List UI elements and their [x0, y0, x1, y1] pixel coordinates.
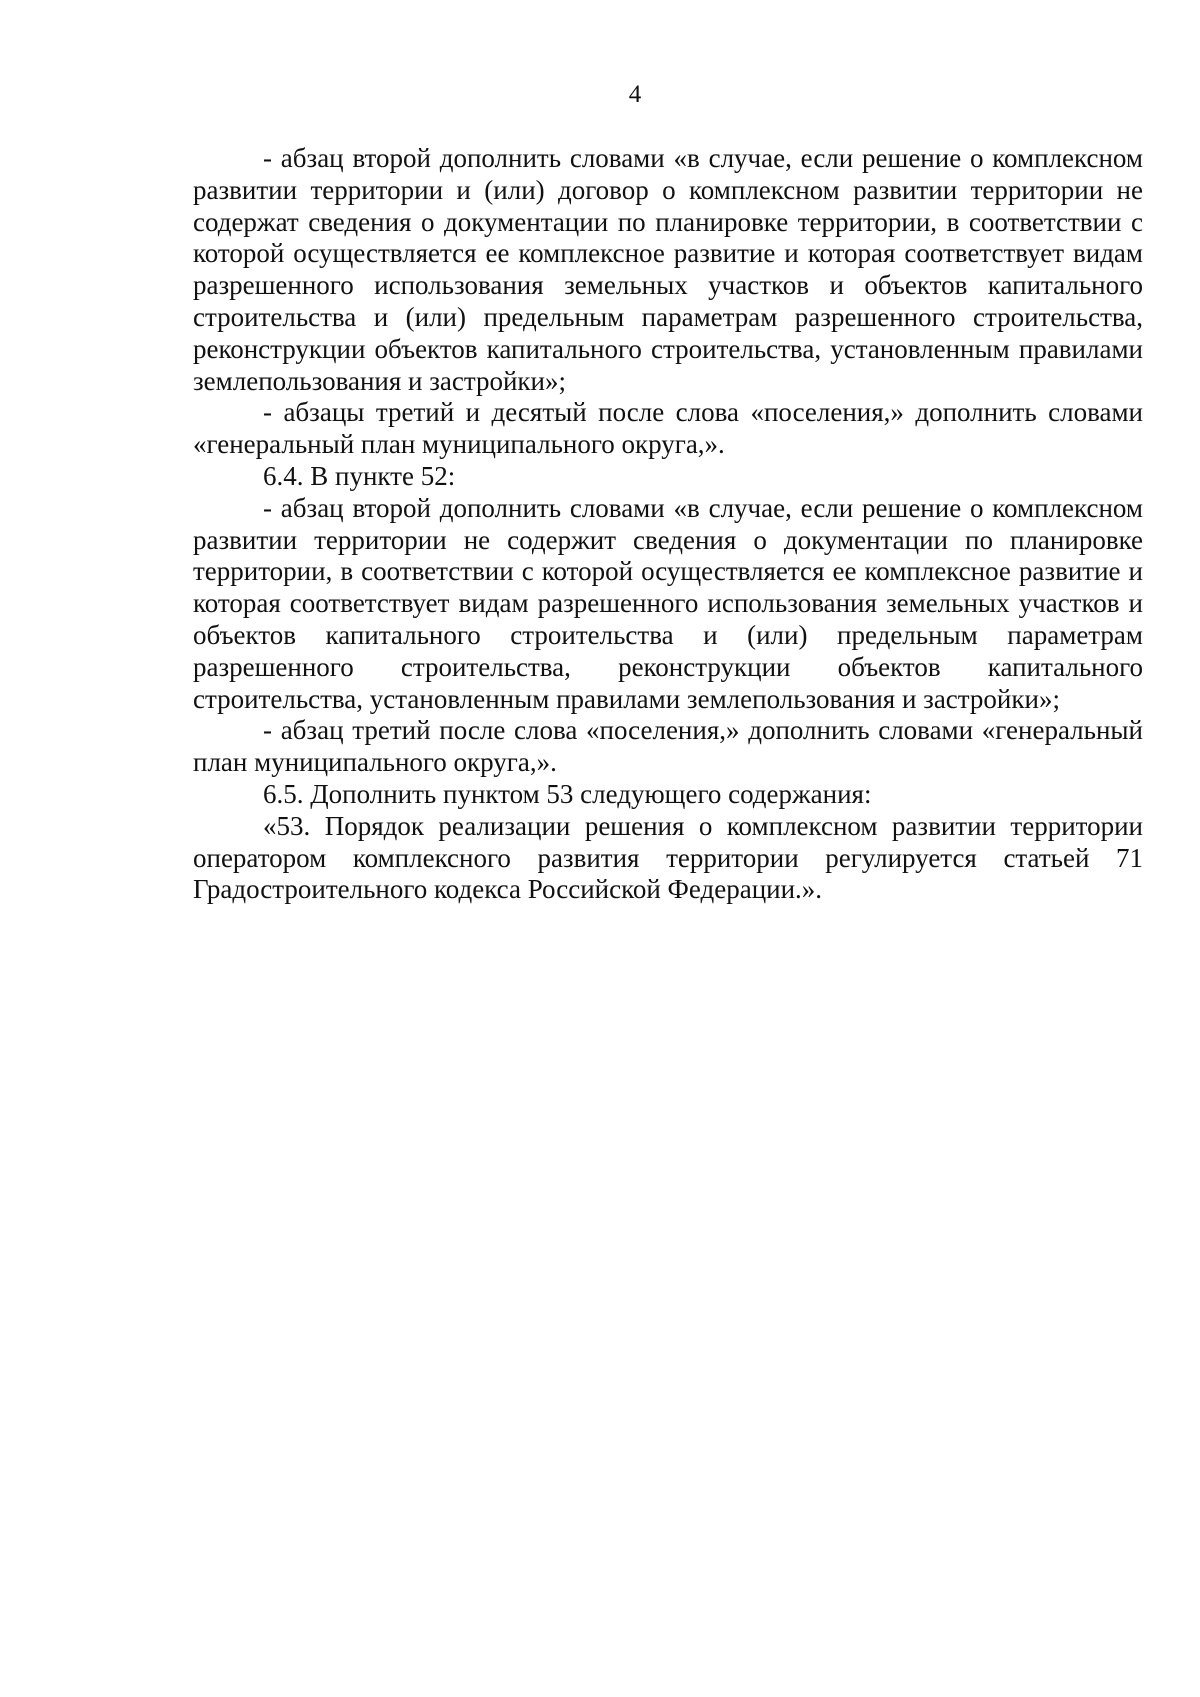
paragraph-section-6-4-heading: 6.4. В пункте 52:: [263, 460, 456, 491]
paragraph-section-6-4-item-3: - абзац третий после слова «поселения,» дополнить словами «генеральный план муниципального округа,».: [193, 715, 1143, 778]
paragraph-amendment-item-2-text: - абзац второй дополнить словами «в случае, если решение о комплексном развитии территории и (или) договор о комплексном развитии территории не содержат сведения о документации по планировке территории, в соответствии с которой осуществляется ее комплексное развитие и которая соответствует видам разрешенного использования земельных участков и объектов капитального строительства и (или) предельным параметрам разрешенного строительства, реконструкции объектов капитального строительства, установленным правилами землепользования и застройки»;: [193, 143, 1143, 396]
paragraph-point-53-text: «53. Порядок реализации решения о комплексном развитии территории оператором комплексного развития территории регулируется статьей 71 Градостроительного кодекса Российской Федерации.».: [193, 810, 1143, 905]
paragraph-section-6-5-heading: 6.5. Дополнить пунктом 53 следующего содержания:: [263, 778, 872, 809]
paragraph-section-6-4-item-2: - абзац второй дополнить словами «в случае, если решение о комплексном развитии территории не содержит сведения о документации по планировке территории, в соответствии с которой осуществляется ее комплексное развитие и которая соответствует видам разрешенного использования земельных участков и объектов капитального строительства и (или) предельным параметрам разрешенного строительства, реконструкции объектов капитального строительства, установленным правилами землепользования и застройки»;: [193, 492, 1143, 714]
page-number: 4: [628, 81, 642, 108]
paragraph-amendment-items-3-10: - абзацы третий и десятый после слова «поселения,» дополнить словами «генеральный план муниципального округа,».: [193, 397, 1143, 460]
document-body: [193, 143, 1143, 906]
